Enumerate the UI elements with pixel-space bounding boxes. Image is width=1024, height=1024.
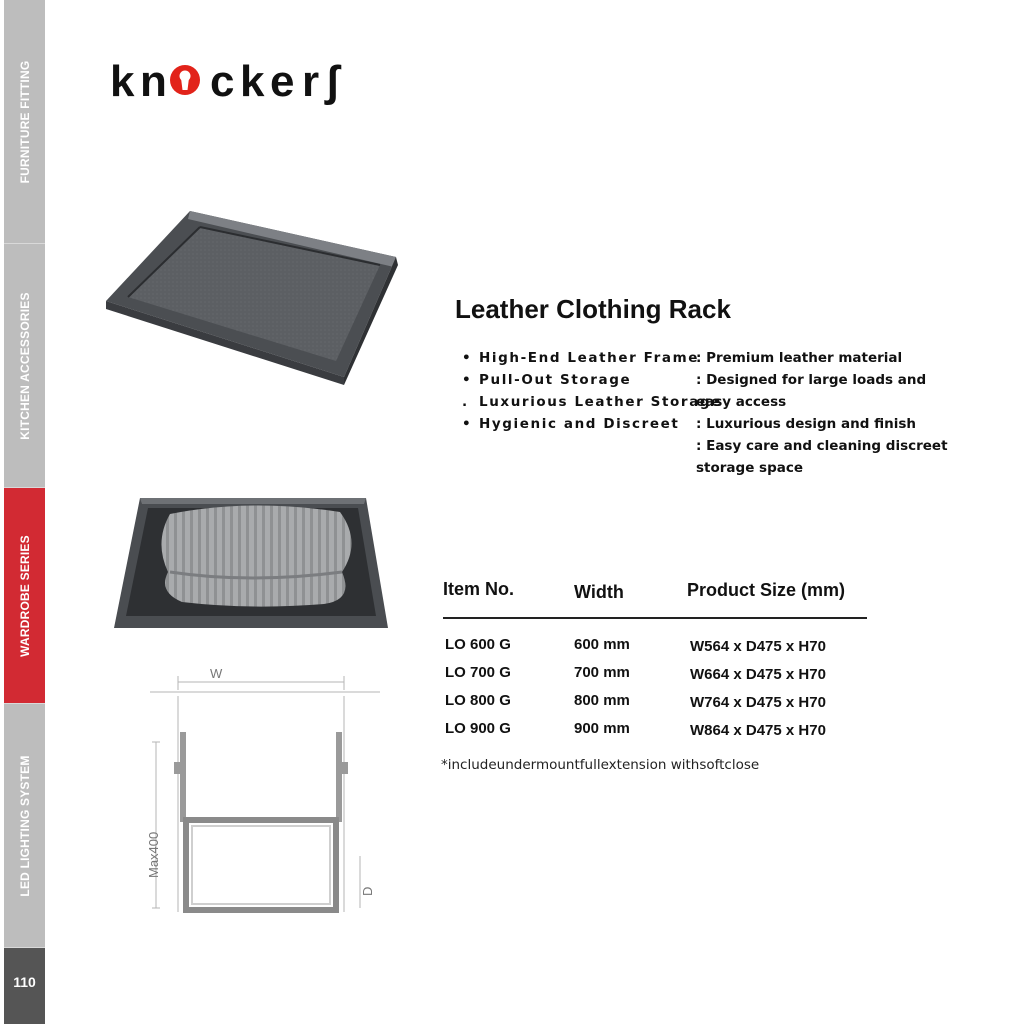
feature-desc: : Premium leather material (696, 350, 903, 366)
cell-width: 600 mm (574, 636, 630, 653)
feature-list (462, 350, 948, 482)
feature-name: Pull-Out Storage (479, 372, 632, 388)
category-sidebar (0, 0, 45, 1024)
feature-name: Luxurious Leather Storage (479, 394, 722, 410)
feature-desc: : Luxurious design and finish (696, 416, 916, 432)
feature-bullet: • (462, 416, 471, 432)
feature-row (462, 350, 942, 372)
dimension-diagram (140, 656, 392, 918)
diagram-depth-label: D (360, 886, 375, 896)
tab-led-lighting-system[interactable] (4, 704, 45, 948)
svg-text:c: c (210, 57, 235, 106)
product-image-empty-tray (104, 205, 404, 385)
diagram-height-label: Max400 (146, 831, 161, 878)
header-product-size: Product Size (mm) (687, 580, 846, 600)
page-number-box (4, 948, 45, 1024)
brand-logo (110, 56, 440, 106)
tab-kitchen-accessories[interactable] (4, 244, 45, 488)
diagram-width-label: W (210, 666, 223, 681)
cell-product-size: W564 x D475 x H70 (690, 638, 826, 655)
feature-row (462, 438, 948, 460)
header-width: Width (574, 582, 624, 602)
cell-product-size: W764 x D475 x H70 (690, 694, 826, 711)
tab-label: FURNITURE FITTING (17, 60, 32, 183)
tab-furniture-fitting[interactable] (4, 0, 45, 244)
table-row (445, 636, 865, 662)
svg-text:e: e (270, 57, 295, 106)
product-image-tray-with-towel (110, 492, 392, 634)
table-row (445, 720, 865, 746)
tab-label: LED LIGHTING SYSTEM (17, 754, 32, 897)
feature-bullet: • (462, 350, 471, 366)
cell-item-no: LO 700 G (445, 664, 511, 681)
product-title: Leather Clothing Rack (455, 294, 731, 324)
table-row (445, 692, 865, 718)
svg-text:ʃ: ʃ (325, 57, 340, 106)
tab-wardrobe-series[interactable] (4, 488, 45, 704)
page-number: 110 (13, 974, 36, 990)
feature-desc: : Designed for large loads and (696, 372, 927, 388)
cell-product-size: W864 x D475 x H70 (690, 722, 826, 739)
cell-width: 700 mm (574, 664, 630, 681)
tab-label: WARDROBE SERIES (17, 534, 32, 657)
feature-row (462, 460, 942, 482)
cell-item-no: LO 800 G (445, 692, 511, 709)
cell-product-size: W664 x D475 x H70 (690, 666, 826, 683)
tab-label: KITCHEN ACCESSORIES (17, 291, 32, 440)
svg-text:k: k (110, 57, 135, 106)
feature-desc: : Easy care and cleaning discreet (696, 438, 948, 454)
knockers-logo-icon (110, 56, 440, 106)
cell-item-no: LO 900 G (445, 720, 511, 737)
feature-desc: easy access (696, 394, 787, 410)
feature-row (462, 372, 942, 394)
svg-text:k: k (240, 57, 265, 106)
table-row (445, 664, 865, 690)
svg-text:n: n (140, 57, 167, 106)
header-item-no: Item No. (443, 579, 515, 599)
feature-desc: storage space (696, 460, 804, 476)
spec-table-header (443, 575, 867, 619)
feature-name: High-End Leather Frame (479, 350, 699, 366)
cell-width: 800 mm (574, 692, 630, 709)
spec-note: *includeundermountfullextension withsoftclose (441, 757, 760, 773)
feature-row (462, 416, 942, 438)
feature-bullet: • (462, 372, 471, 388)
cell-width: 900 mm (574, 720, 630, 737)
feature-bullet: . (462, 394, 468, 410)
feature-name: Hygienic and Discreet (479, 416, 680, 432)
feature-row (462, 394, 942, 416)
cell-item-no: LO 600 G (445, 636, 511, 653)
svg-text:r: r (302, 57, 320, 106)
